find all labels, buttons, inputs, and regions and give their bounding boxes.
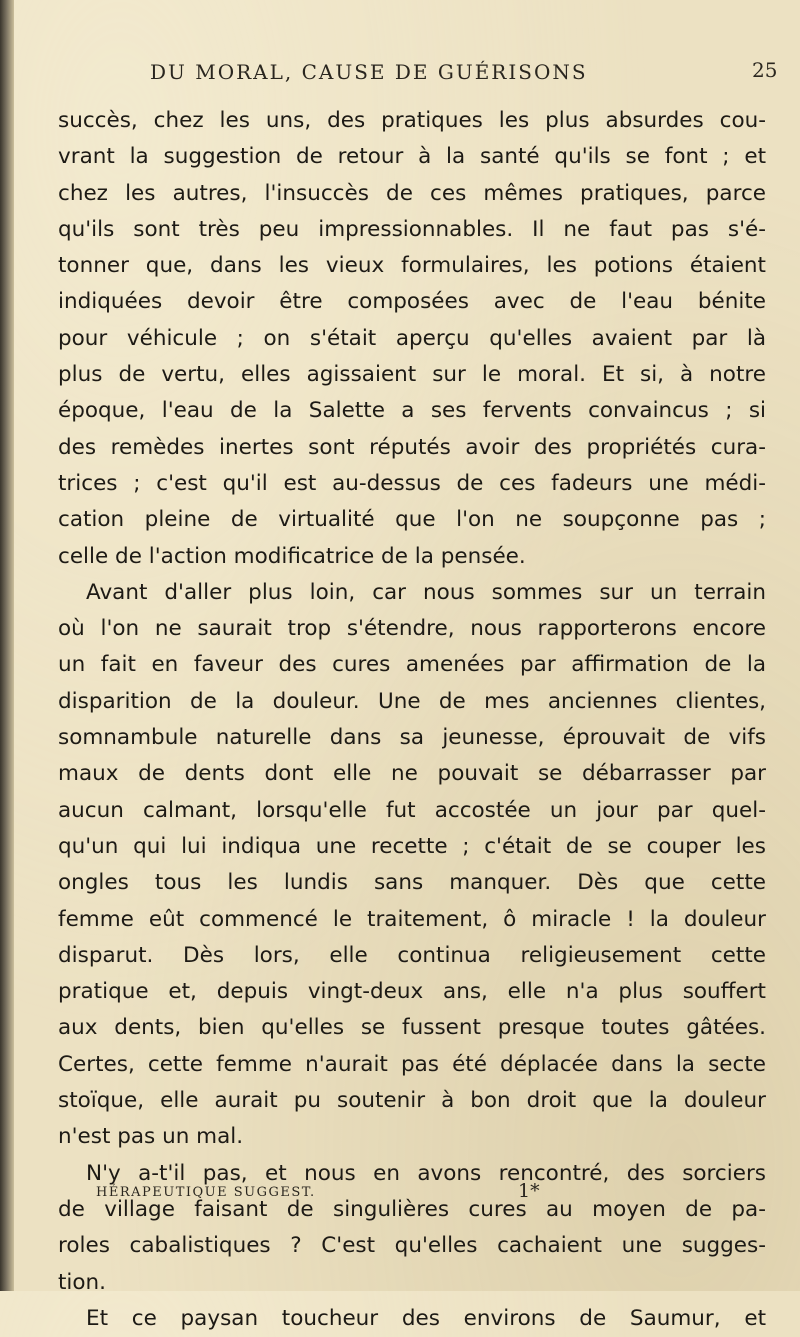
text-line: cation pleine de virtualité que l'on ne soupçonne pas ; [58, 507, 766, 533]
text-line: où l'on ne saurait trop s'étendre, nous rapporterons encore [58, 616, 766, 642]
paragraph-start-line: Et ce paysan toucheur des environs de Saumur, et [86, 1305, 766, 1331]
text-line: un fait en faveur des cures amenées par affirmation de la [58, 652, 766, 678]
text-line: qu'ils sont très peu impressionnables. Il ne faut pas s'é- [58, 216, 766, 242]
text-line: trices ; c'est qu'il est au-dessus de ces fadeurs une médi- [58, 470, 766, 496]
text-line: pour véhicule ; on s'était aperçu qu'elles avaient par là [58, 325, 766, 351]
text-line: époque, l'eau de la Salette a ses fervents convaincus ; si [58, 398, 766, 424]
text-line: femme eût commencé le traitement, ô miracle ! la douleur [58, 906, 766, 932]
text-line: stoïque, elle aurait pu soutenir à bon droit que la douleur [58, 1088, 766, 1114]
text-line: n'est pas un mal. [58, 1124, 244, 1150]
body-text [58, 103, 766, 1337]
text-line: indiquées devoir être composées avec de l'eau bénite [58, 289, 766, 315]
text-line: aucun calmant, lorsqu'elle fut accostée un jour par quel- [58, 797, 766, 823]
text-line: plus de vertu, elles agissaient sur le moral. Et si, à notre [58, 362, 766, 388]
text-line: pratique et, depuis vingt-deux ans, elle n'a plus souffert [58, 979, 766, 1005]
text-line: aux dents, bien qu'elles se fussent presque toutes gâtées. [58, 1015, 766, 1041]
text-line: chez les autres, l'insuccès de ces mêmes pratiques, parce [58, 180, 766, 206]
text-line: vrant la suggestion de retour à la santé qu'ils se font ; et [58, 144, 766, 170]
text-line: somnambule naturelle dans sa jeunesse, éprouvait de vifs [58, 725, 766, 751]
text-line: disparut. Dès lors, elle continua religieusement cette [58, 942, 766, 968]
signature-mark: HÉRAPEUTIQUE SUGGEST. [96, 1185, 316, 1200]
paragraph-start-line: Avant d'aller plus loin, car nous sommes sur un terrain [86, 579, 766, 605]
sheet-mark: 1* [518, 1180, 540, 1202]
text-line: ongles tous les lundis sans manquer. Dès que cette [58, 870, 766, 896]
text-line: maux de dents dont elle ne pouvait se débarrasser par [58, 761, 766, 787]
text-line: tonner que, dans les vieux formulaires, les potions étaient [58, 253, 766, 279]
text-line: roles cabalistiques ? C'est qu'elles cachaient une sugges- [58, 1233, 766, 1259]
page-number: 25 [752, 58, 778, 82]
running-title: DU MORAL, CAUSE DE GUÉRISONS [150, 60, 588, 84]
text-line: des remèdes inertes sont réputés avoir des propriétés cura- [58, 434, 766, 460]
paragraph-start-line: N'y a-t'il pas, et nous en avons rencontré, des sorciers [86, 1160, 766, 1186]
text-line: Certes, cette femme n'aurait pas été déplacée dans la secte [58, 1051, 766, 1077]
text-line: succès, chez les uns, des pratiques les plus absurdes cou- [58, 108, 766, 133]
text-line: celle de l'action modificatrice de la pensée. [58, 543, 526, 569]
text-line: de village faisant de singulières cures au moyen de pa- [58, 1196, 766, 1222]
text-line: tion. [58, 1269, 107, 1295]
text-line: disparition de la douleur. Une de mes anciennes clientes, [58, 688, 766, 714]
text-line: qu'un qui lui indiqua une recette ; c'était de se couper les [58, 833, 766, 859]
